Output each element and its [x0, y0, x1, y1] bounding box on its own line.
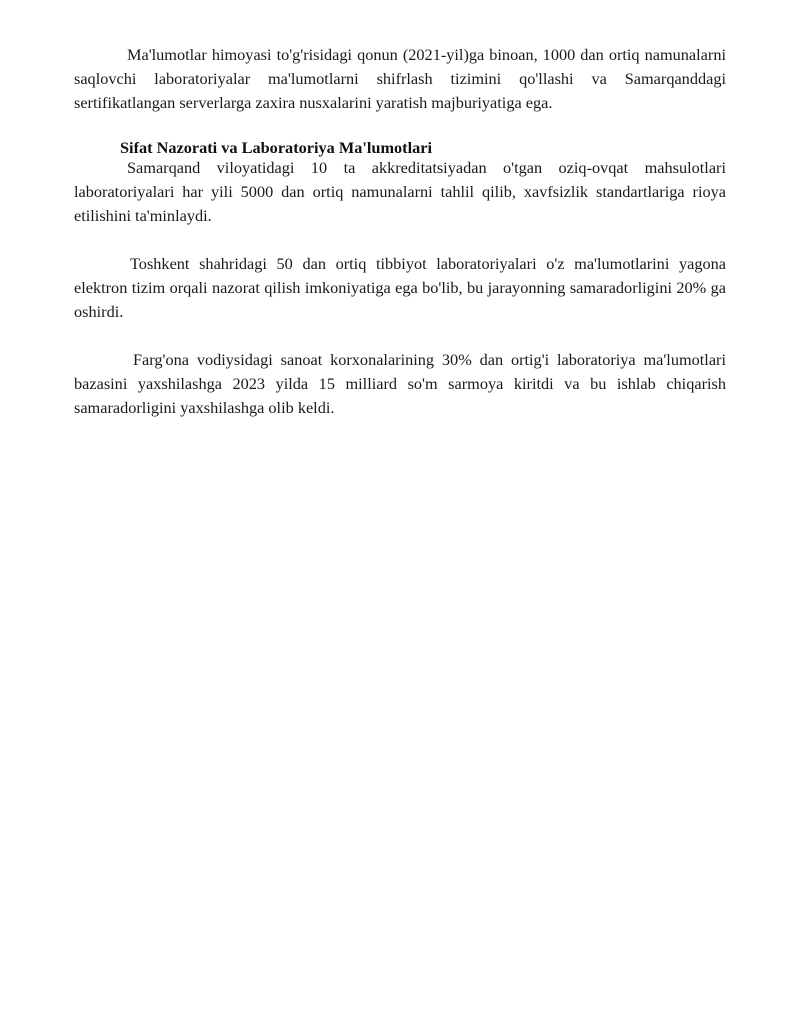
paragraph-data-protection-law: Ma'lumotlar himoyasi to'g'risidagi qonun (2021-yil)ga binoan, 1000 dan ortiq namunalarni saqlovchi laboratoriyalar ma'lumotlarni shifrlash tizimini qo'llashi va Samarqanddagi sertifikatlangan serverlarga zaxira nusxalarini yaratish majburiyatiga ega.: [74, 45, 726, 112]
section-heading: Sifat Nazorati va Laboratoriya Ma'lumotlari: [120, 138, 433, 157]
paragraph-fergana-industrial-investment: Farg'ona vodiysidagi sanoat korxonalarining 30% dan ortig'i laboratoriya ma'lumotlari bazasini yaxshilashga 2023 yilda 15 milliard so'm sarmoya kiritdi va bu ishlab chiqarish samaradorligini yaxshilashga olib keldi.: [74, 350, 726, 417]
paragraph-tashkent-medical-labs: Toshkent shahridagi 50 dan ortiq tibbiyot laboratoriyalari o'z ma'lumotlarini yagona elektron tizim orqali nazorat qilish imkoniyatiga ega bo'lib, bu jarayonning samaradorligini 20% ga oshirdi.: [74, 254, 726, 321]
document-body: [74, 43, 726, 420]
paragraph-samarkand-food-labs: Samarqand viloyatidagi 10 ta akkreditatsiyadan o'tgan oziq-ovqat mahsulotlari laboratoriyalari har yili 5000 dan ortiq namunalarni tahlil qilib, xavfsizlik standartlariga rioya etilishini ta'minlaydi.: [74, 158, 726, 225]
